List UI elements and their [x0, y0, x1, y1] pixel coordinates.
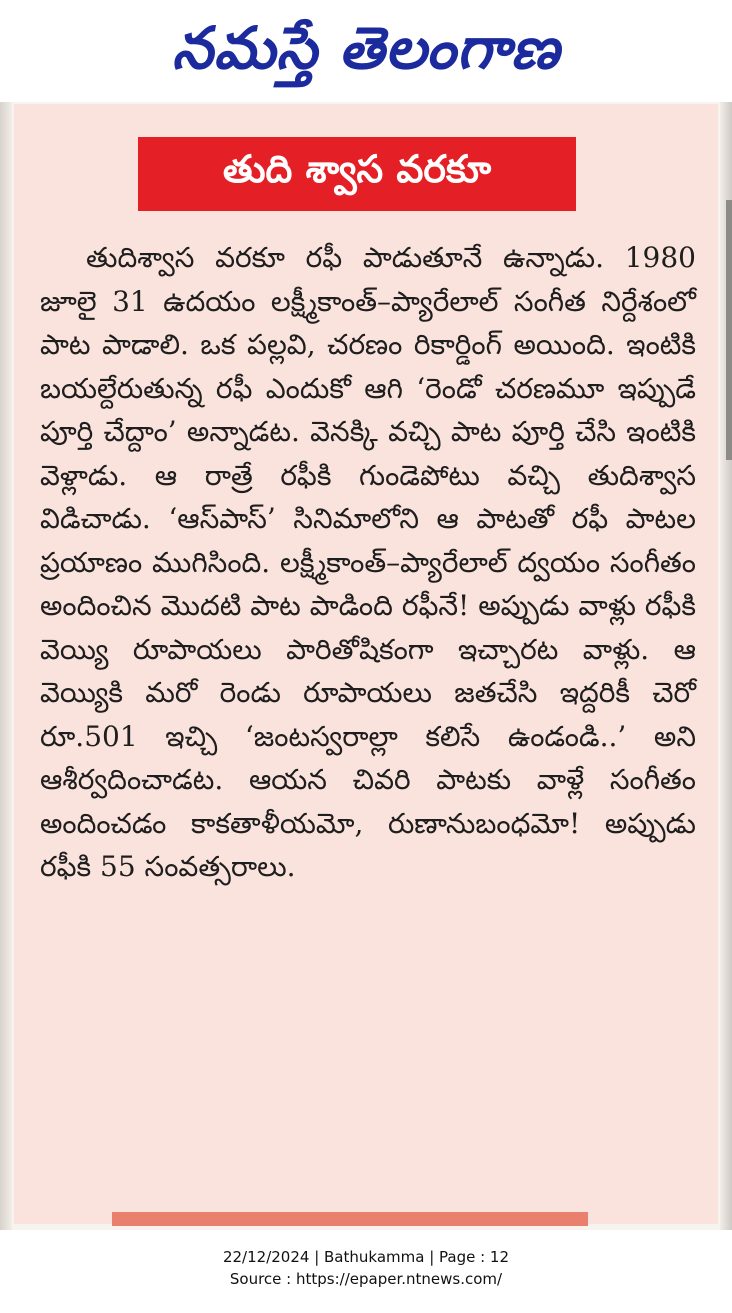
clipping-left-edge	[0, 102, 12, 1230]
clipping-right-shadow	[726, 200, 732, 460]
page-footer	[0, 1246, 732, 1290]
edition-info: 22/12/2024 | Bathukamma | Page : 12	[222, 1248, 510, 1266]
newspaper-masthead	[0, 0, 732, 100]
article-bottom-rule	[112, 1212, 588, 1226]
article-body: తుదిశ్వాస వరకూ రఫీ పాడుతూనే ఉన్నాడు. 1980 జూలై 31 ఉదయం లక్ష్మీకాంత్–ప్యారేలాల్ సంగీత నిర్దేశంలో పాట పాడాలి. ఒక పల్లవి, చరణం రికార్డింగ్ అయింది. ఇంటికి బయల్దేరుతున్న రఫీ ఎందుకో ఆగి ‘రెండో చరణమూ ఇప్పుడే పూర్తి చేద్దాం’ అన్నాడట. వెనక్కి వచ్చి పాట పూర్తి చేసి ఇంటికి వెళ్లాడు. ఆ రాత్రే రఫీకి గుండెపోటు వచ్చి తుదిశ్వాస విడిచాడు. ‘ఆస్‌పాస్’ సినిమాలోని ఆ పాటతో రఫీ పాటల ప్రయాణం ముగిసింది. లక్ష్మీకాంత్–ప్యారేలాల్ ద్వయం సంగీతం అందించిన మొదటి పాట పాడింది రఫీనే! అప్పుడు వాళ్లు రఫీకి వెయ్యి రూపాయలు పారితోషికంగా ఇచ్చారట వాళ్లు. ఆ వెయ్యికి మరో రెండు రూపాయలు జతచేసి ఇద్దరికీ చెరో రూ.501 ఇచ్చి ‘జంటస్వరాల్లా కలిసే ఉండండి..’ అని ఆశీర్వదించాడట. ఆయన చివరి పాటకు వాళ్లే సంగీతం అందించడం కాకతాళీయమో, రుణానుబంధమో! అప్పుడు రఫీకి 55 సంవత్సరాలు.	[40, 241, 696, 883]
article-headline: తుది శ్వాస వరకూ	[138, 137, 576, 211]
source-info: Source : https://epaper.ntnews.com/	[229, 1270, 503, 1288]
masthead-title: నమస్తే తెలంగాణ	[172, 14, 560, 82]
